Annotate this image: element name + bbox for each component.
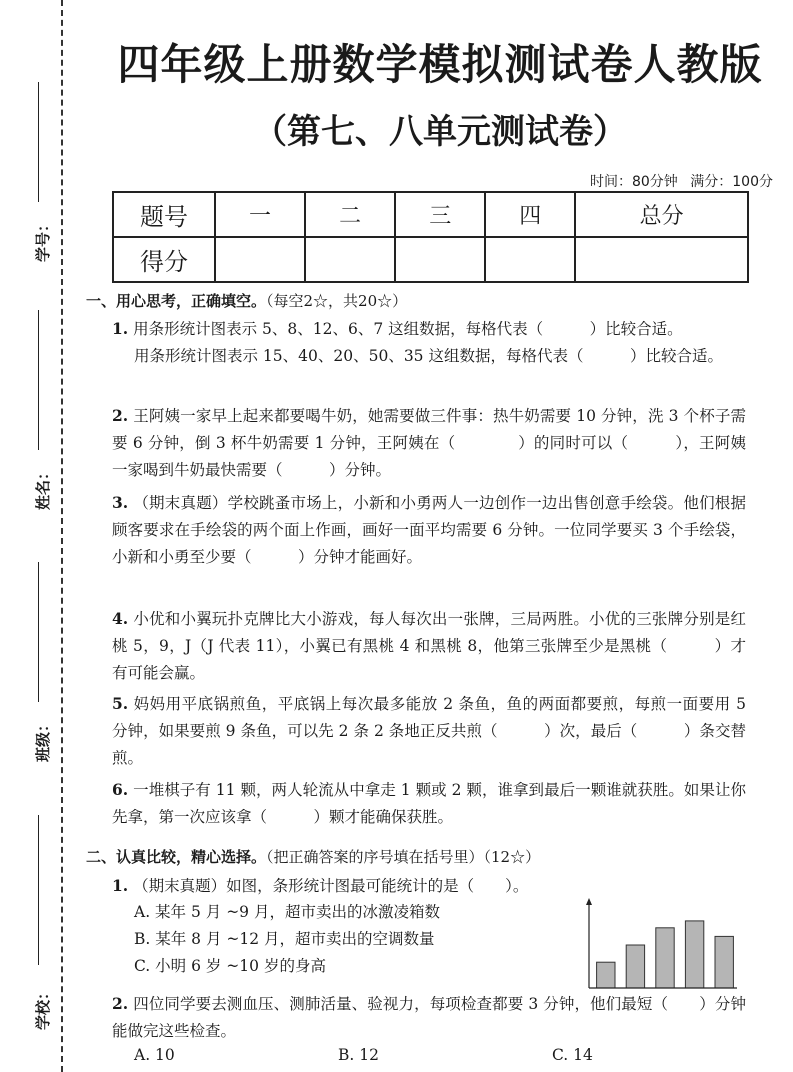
score-input-cell[interactable] bbox=[575, 237, 748, 282]
question-1-2 bbox=[112, 402, 746, 484]
section-1-title: 一、用心思考，正确填空。 bbox=[86, 292, 267, 310]
bar-chart bbox=[579, 898, 739, 992]
name-field bbox=[14, 464, 54, 511]
question-text: 王阿姨一家早上起来都要喝牛奶，她需要做三件事：热牛奶需要 10 分钟，洗 3 个杯子需要 6 分钟，倒 3 杯牛奶需要 1 分钟，王阿姨在（ ）的同时可以（ ），王阿姨一家喝到牛奶最快需要（ ）分钟。 bbox=[112, 407, 746, 479]
question-text: （期末真题）如图，条形统计图最可能统计的是（ ）。 bbox=[133, 877, 529, 895]
score-input-cell[interactable] bbox=[485, 237, 575, 282]
option-b: B. 某年 8 月 ~12 月，超市卖出的空调数量 bbox=[134, 930, 435, 948]
chart-bar bbox=[715, 936, 733, 988]
chart-bar bbox=[597, 962, 615, 988]
class-field bbox=[14, 716, 54, 763]
class-label: 班级： bbox=[34, 716, 52, 762]
question-text: 妈妈用平底锅煎鱼，平底锅上每次最多能放 2 条鱼，鱼的两面都要煎，每煎一面要用 5 分钟，如果要煎 9 条鱼，可以先 2 条 2 条地正反共煎（ ）次，最后（ ）条交替煎。 bbox=[112, 695, 746, 767]
score-table bbox=[112, 191, 749, 283]
question-number: 3. bbox=[112, 493, 129, 512]
score-table-cell: 题号 bbox=[113, 192, 215, 237]
score-input-cell[interactable] bbox=[305, 237, 395, 282]
time-limit: 时间：80分钟 bbox=[589, 174, 678, 190]
question-text: 一堆棋子有 11 颗，两人轮流从中拿走 1 颗或 2 颗，谁拿到最后一颗谁就获胜。如果让你先拿，第一次应该拿（ ）颗才能确保获胜。 bbox=[112, 781, 746, 826]
school-line[interactable] bbox=[38, 815, 39, 965]
page-title: 四年级上册数学模拟测试卷人教版 bbox=[117, 40, 763, 89]
student-id-label: 学号： bbox=[34, 216, 52, 262]
school-field bbox=[14, 984, 54, 1031]
chart-bar bbox=[656, 928, 674, 988]
question-2-2 bbox=[112, 990, 746, 1045]
question-number: 5. bbox=[112, 694, 129, 713]
class-line[interactable] bbox=[38, 562, 39, 702]
section-2-note: （把正确答案的序号填在括号里）（12☆） bbox=[266, 848, 541, 866]
y-axis-arrow-icon bbox=[586, 898, 592, 905]
question-1-3 bbox=[112, 489, 746, 571]
option-c: C. 14 bbox=[552, 1046, 593, 1064]
section-2-title: 二、认真比较，精心选择。 bbox=[86, 848, 267, 866]
chart-bar bbox=[685, 921, 703, 988]
question-1-5 bbox=[112, 690, 746, 772]
page-subtitle: （第七、八单元测试卷） bbox=[253, 112, 627, 152]
student-id-field bbox=[14, 216, 54, 263]
option-a: A. 某年 5 月 ~9 月，超市卖出的冰激凌箱数 bbox=[134, 903, 440, 921]
section-1-heading bbox=[86, 290, 407, 311]
question-text: 四位同学要去测血压、测肺活量、验视力，每项检查都要 3 分钟，他们最短（ ）分钟能做完这些检查。 bbox=[112, 995, 746, 1040]
question-number: 2. bbox=[112, 994, 129, 1013]
question-1-6 bbox=[112, 776, 746, 831]
score-table-cell: 二 bbox=[305, 192, 395, 237]
name-label: 姓名： bbox=[34, 464, 52, 510]
question-number: 4. bbox=[112, 609, 129, 628]
question-1-1 bbox=[112, 315, 746, 370]
exam-info bbox=[582, 171, 773, 191]
school-label: 学校： bbox=[34, 984, 52, 1030]
question-text: （期末真题）学校跳蚤市场上，小新和小勇两人一边创作一边出售创意手绘袋。他们根据顾客要求在手绘袋的两个面上作画，画好一面平均需要 6 分钟。一位同学要买 3 个手绘袋，小新和小勇至少要（ ）分钟才能画好。 bbox=[112, 494, 746, 566]
score-table-cell: 三 bbox=[395, 192, 485, 237]
question-number: 2. bbox=[112, 406, 129, 425]
question-text: 用条形统计图表示 5、8、12、6、7 这组数据，每格代表（ ）比较合适。 bbox=[133, 320, 683, 338]
score-table-cell: 四 bbox=[485, 192, 575, 237]
full-score: 满分：100分 bbox=[690, 174, 773, 190]
question-number: 1. bbox=[112, 319, 129, 338]
score-table-header-row bbox=[113, 192, 748, 237]
section-1-note: （每空2☆，共20☆） bbox=[266, 292, 408, 310]
score-table-cell: 得分 bbox=[113, 237, 215, 282]
question-2-1 bbox=[112, 872, 746, 900]
option-c: C. 小明 6 岁 ~10 岁的身高 bbox=[134, 957, 326, 975]
binding-strip bbox=[0, 0, 82, 1072]
option-b: B. 12 bbox=[338, 1046, 379, 1064]
score-table-cell: 总分 bbox=[575, 192, 748, 237]
question-text: 小优和小翼玩扑克牌比大小游戏，每人每次出一张牌，三局两胜。小优的三张牌分别是红桃 5，9，J（J 代表 11），小翼已有黑桃 4 和黑桃 8，他第三张牌至少是黑桃（ ）才有可能会赢。 bbox=[112, 610, 746, 682]
section-2-heading bbox=[86, 846, 540, 867]
score-input-cell[interactable] bbox=[395, 237, 485, 282]
name-line[interactable] bbox=[38, 310, 39, 450]
student-id-line[interactable] bbox=[38, 82, 39, 202]
chart-bar bbox=[626, 945, 644, 988]
question-number: 6. bbox=[112, 780, 129, 799]
option-a: A. 10 bbox=[134, 1046, 175, 1064]
question-text: 用条形统计图表示 15、40、20、50、35 这组数据，每格代表（ ）比较合适。 bbox=[134, 347, 723, 365]
score-table-score-row bbox=[113, 237, 748, 282]
score-table-cell: 一 bbox=[215, 192, 305, 237]
score-input-cell[interactable] bbox=[215, 237, 305, 282]
cut-line bbox=[61, 0, 63, 1072]
question-1-4 bbox=[112, 605, 746, 687]
question-number: 1. bbox=[112, 876, 129, 895]
